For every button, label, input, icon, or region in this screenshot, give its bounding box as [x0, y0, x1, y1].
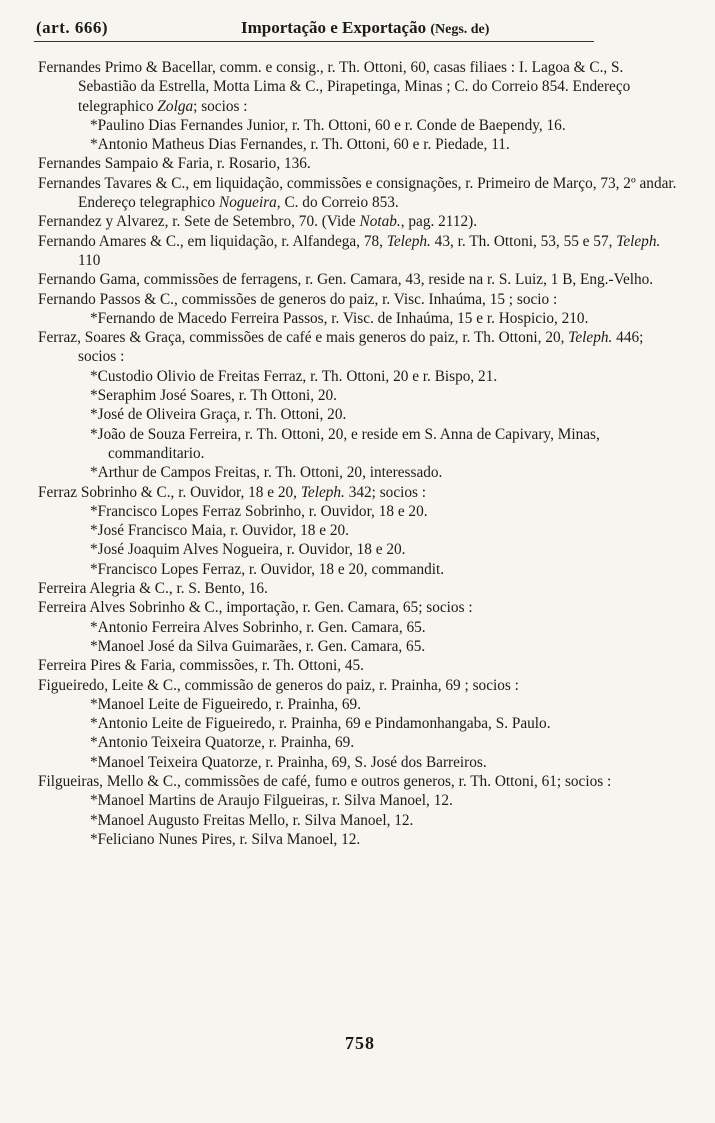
- firm-entry: [38, 483, 678, 502]
- entry-text: *Fernando de Macedo Ferreira Passos, r. Visc. de Inhaúma, 15 e r. Hospicio, 210.: [90, 309, 589, 327]
- partner-line: [38, 386, 678, 405]
- entry-text: *Manoel Martins de Araujo Filgueiras, r. Silva Manoel, 12.: [90, 792, 453, 810]
- entry-text: *Francisco Lopes Ferraz, r. Ouvidor, 18 e 20, commandit.: [90, 560, 445, 578]
- entry-text: *Seraphim José Soares, r. Th Ottoni, 20.: [90, 387, 337, 405]
- firm-entry: [38, 154, 678, 173]
- partner-line: [38, 405, 678, 424]
- partner-line: [38, 540, 678, 559]
- entry-text: *José Francisco Maia, r. Ouvidor, 18 e 20.: [90, 522, 349, 540]
- partner-line: [38, 618, 678, 637]
- entry-text: Fernandes Primo & Bacellar, comm. e consig., r. Th. Ottoni, 60, casas filiaes : I. Lagoa & C., S. Sebastião da Estrella, Motta Lima & C., Pirapetinga, Minas ; C. do Correio 854. Endereço telegraphico: [38, 59, 631, 115]
- entry-text: Fernando Passos & C., commissões de generos do paiz, r. Visc. Inhaúma, 15 ; socio :: [38, 290, 558, 308]
- entry-text: 110: [78, 251, 101, 269]
- article-number: (art. 666): [36, 18, 109, 37]
- entry-text: *Feliciano Nunes Pires, r. Silva Manoel, 12.: [90, 830, 361, 848]
- entry-text: *Arthur de Campos Freitas, r. Th. Ottoni, 20, interessado.: [90, 464, 443, 482]
- entry-text: 43, r. Th. Ottoni, 53, 55 e 57,: [430, 232, 617, 250]
- entry-text: Fernandes Sampaio & Faria, r. Rosario, 136.: [38, 155, 311, 173]
- section-title-main: Importação e Exportação: [241, 18, 427, 37]
- entry-text: , pag. 2112).: [400, 213, 478, 231]
- partner-line: [38, 463, 678, 482]
- firm-entry: [38, 579, 678, 598]
- entry-text: , C. do Correio 853.: [276, 194, 399, 212]
- partner-line: [38, 791, 678, 810]
- entry-text: *Manoel Leite de Figueiredo, r. Prainha, 69.: [90, 695, 362, 713]
- directory-listing: [38, 58, 678, 849]
- italic-text: Nogueira: [219, 194, 277, 212]
- entry-text: Figueiredo, Leite & C., commissão de generos do paiz, r. Prainha, 69 ; socios :: [38, 676, 519, 694]
- entry-text: *Antonio Teixeira Quatorze, r. Prainha, 69.: [90, 734, 355, 752]
- firm-entry: [38, 270, 678, 289]
- entry-text: Fernando Amares & C., em liquidação, r. Alfandega, 78,: [38, 232, 387, 250]
- partner-line: [38, 367, 678, 386]
- section-subtitle: (Negs. de): [430, 22, 490, 37]
- entry-text: *Manoel Teixeira Quatorze, r. Prainha, 69, S. José dos Barreiros.: [90, 753, 487, 771]
- partner-line: [38, 309, 678, 328]
- firm-entry: [38, 174, 678, 213]
- firm-entry: [38, 290, 678, 309]
- italic-text: Teleph.: [386, 232, 431, 250]
- entry-text: ; socios :: [193, 97, 248, 115]
- italic-text: Teleph.: [300, 483, 345, 501]
- entry-text: Ferreira Alves Sobrinho & C., importação, r. Gen. Camara, 65; socios :: [38, 599, 473, 617]
- entry-text: *Manoel Augusto Freitas Mello, r. Silva Manoel, 12.: [90, 811, 414, 829]
- italic-text: Zolga: [157, 97, 194, 115]
- firm-entry: [38, 232, 678, 271]
- partner-line: [38, 560, 678, 579]
- entry-text: Fernandez y Alvarez, r. Sete de Setembro, 70. (Vide: [38, 213, 360, 231]
- partner-line: [38, 637, 678, 656]
- entry-text: *Francisco Lopes Ferraz Sobrinho, r. Ouvidor, 18 e 20.: [90, 502, 428, 520]
- partner-line: [38, 521, 678, 540]
- entry-text: *João de Souza Ferreira, r. Th. Ottoni, 20, e reside em S. Anna de Capivary, Minas, commanditario.: [90, 425, 600, 462]
- entry-text: *Paulino Dias Fernandes Junior, r. Th. Ottoni, 60 e r. Conde de Baependy, 16.: [90, 116, 566, 134]
- page-number: 758: [345, 1033, 375, 1053]
- entry-text: Ferreira Alegria & C., r. S. Bento, 16.: [38, 580, 268, 598]
- entry-text: Filgueiras, Mello & C., commissões de café, fumo e outros generos, r. Th. Ottoni, 61; socios :: [38, 772, 612, 790]
- partner-line: [38, 753, 678, 772]
- entry-text: Ferreira Pires & Faria, commissões, r. Th. Ottoni, 45.: [38, 657, 365, 675]
- partner-line: [38, 811, 678, 830]
- firm-entry: [38, 212, 678, 231]
- entry-text: Fernando Gama, commissões de ferragens, r. Gen. Camara, 43, reside na r. S. Luiz, 1 B, Eng.-Velho.: [38, 271, 654, 289]
- section-title: [241, 18, 489, 38]
- entry-text: Fernandes Tavares & C., em liquidação, commissões e consignações, r. Primeiro de Março, 73, 2º andar. Endereço telegraphico: [38, 174, 677, 212]
- firm-entry: [38, 58, 678, 116]
- firm-entry: [38, 656, 678, 675]
- entry-text: 446; socios :: [78, 329, 644, 366]
- partner-line: [38, 425, 678, 464]
- partner-line: [38, 502, 678, 521]
- entry-text: 342; socios :: [344, 483, 427, 501]
- italic-text: Notab.: [359, 213, 401, 231]
- italic-text: Teleph.: [568, 329, 613, 347]
- firm-entry: [38, 676, 678, 695]
- entry-text: *Antonio Ferreira Alves Sobrinho, r. Gen. Camara, 65.: [90, 618, 426, 636]
- entry-text: Ferraz Sobrinho & C., r. Ouvidor, 18 e 20,: [38, 483, 301, 501]
- header-rule: [34, 41, 594, 42]
- firm-entry: [38, 328, 678, 367]
- entry-text: *Antonio Matheus Dias Fernandes, r. Th. Ottoni, 60 e r. Piedade, 11.: [90, 136, 510, 154]
- entry-text: *José Joaquim Alves Nogueira, r. Ouvidor, 18 e 20.: [90, 541, 406, 559]
- partner-line: [38, 733, 678, 752]
- entry-text: Ferraz, Soares & Graça, commissões de café e mais generos do paiz, r. Th. Ottoni, 20,: [38, 329, 569, 347]
- page-header: [36, 18, 636, 42]
- entry-text: *Custodio Olivio de Freitas Ferraz, r. Th. Ottoni, 20 e r. Bispo, 21.: [90, 367, 498, 385]
- firm-entry: [38, 598, 678, 617]
- italic-text: Teleph.: [616, 232, 661, 250]
- partner-line: [38, 695, 678, 714]
- partner-line: [38, 116, 678, 135]
- entry-text: *Manoel José da Silva Guimarães, r. Gen. Camara, 65.: [90, 637, 426, 655]
- partner-line: [38, 830, 678, 849]
- firm-entry: [38, 772, 678, 791]
- entry-text: *José de Oliveira Graça, r. Th. Ottoni, 20.: [90, 406, 347, 424]
- partner-line: [38, 714, 678, 733]
- entry-text: *Antonio Leite de Figueiredo, r. Prainha, 69 e Pindamonhangaba, S. Paulo.: [90, 715, 551, 733]
- partner-line: [38, 135, 678, 154]
